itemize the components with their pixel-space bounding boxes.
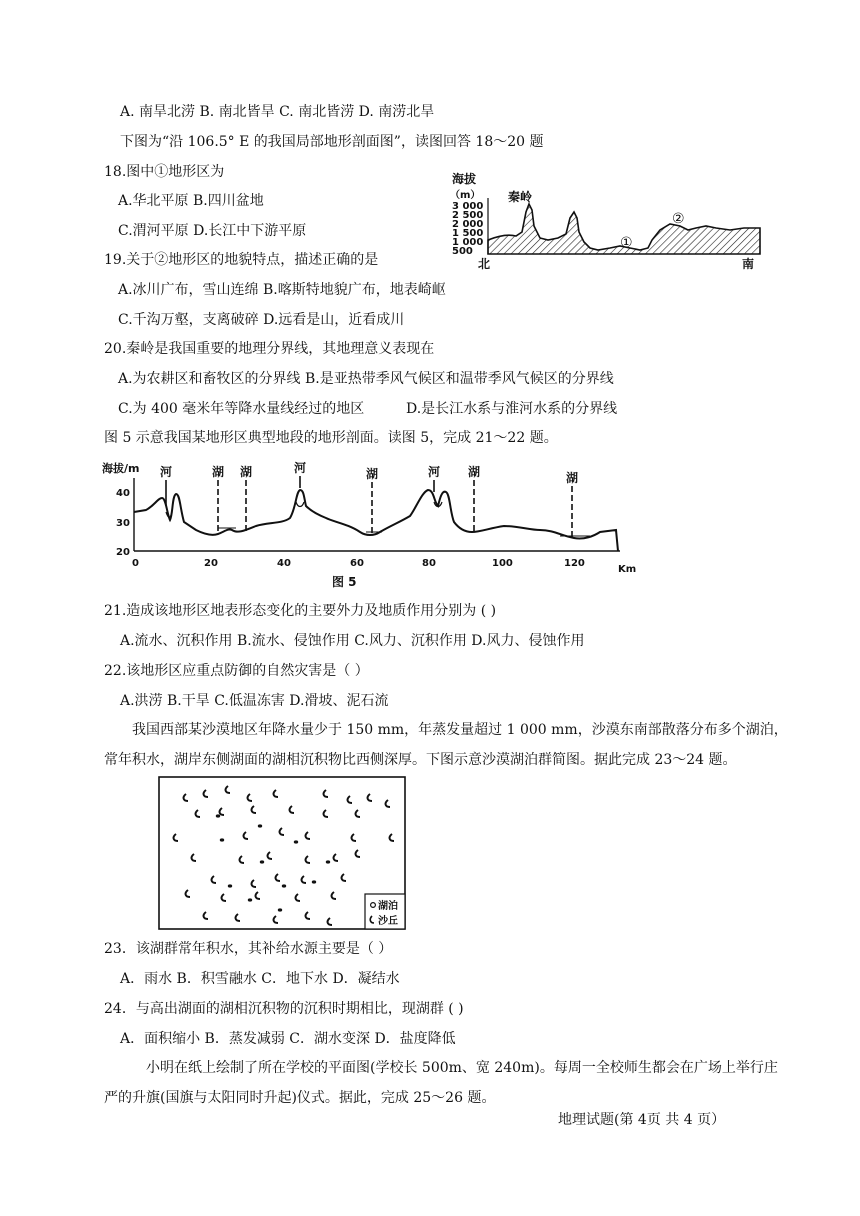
lake-symbol	[260, 860, 264, 863]
q23-24-intro-1: 我国西部某沙漠地区年降水量少于 150 mm，年蒸发量超过 1 000 mm，沙漠东南部散落分布多个湖泊，	[132, 722, 788, 738]
lake-symbol	[258, 824, 262, 827]
fig2-x-unit: Km	[618, 564, 637, 575]
q21-22-intro: 图 5 示意我国某地形区典型地段的地形剖面。读图 5，完成 21～22 题。	[104, 430, 558, 446]
fig2-xtick-120: 120	[564, 558, 585, 569]
fig2-marker-lake-4: 湖	[468, 465, 481, 479]
fig2-axis-title: 海拔/m	[102, 462, 140, 475]
fig1-axis-title: 海拔	[452, 172, 477, 186]
lake-symbol	[282, 884, 286, 887]
fig1-south: 南	[742, 257, 755, 271]
lake-symbol	[294, 840, 298, 843]
fig1-tick-2500: 2 500	[452, 210, 484, 221]
figure-5-terrain-profile	[100, 452, 660, 592]
fig2-ytick-30: 30	[116, 518, 130, 529]
fig1-tick-500: 500	[452, 246, 473, 257]
page-footer: 地理试题(第 4页 共 4 页）	[558, 1112, 726, 1128]
q24-stem: 24．与高出湖面的湖相沉积物的沉积时期相比，现湖群 ( )	[104, 1001, 464, 1017]
lake-symbol	[312, 880, 316, 883]
desert-lake-group-map	[158, 776, 408, 932]
fig2-xtick-100: 100	[492, 558, 513, 569]
fig1-marker-1: ①	[620, 235, 633, 251]
q24-options: A．面积缩小 B．蒸发减弱 C．湖水变深 D．盐度降低	[120, 1031, 456, 1047]
fig2-xtick-80: 80	[422, 558, 436, 569]
legend-lake-label: 湖泊	[378, 901, 398, 912]
fig2-marker-lake-2: 湖	[240, 465, 253, 479]
fig1-tick-1500: 1 500	[452, 228, 484, 239]
lake-symbol	[326, 860, 330, 863]
q22-stem: 22.该地形区应重点防御的自然灾害是（ ）	[104, 663, 369, 679]
fig2-marker-lake-5: 湖	[566, 471, 579, 485]
fig1-tick-2000: 2 000	[452, 219, 484, 230]
fig2-marker-lake-1: 湖	[212, 465, 225, 479]
q22-options: A.洪涝 B.干旱 C.低温冻害 D.滑坡、泥石流	[120, 693, 389, 709]
fig2-marker-river-1: 河	[160, 465, 173, 479]
fig2-caption: 图 5	[332, 575, 357, 589]
fig2-marker-river-2: 河	[294, 461, 307, 475]
q25-26-intro-2: 严的升旗(国旗与太阳同时升起)仪式。据此，完成 25～26 题。	[104, 1090, 496, 1106]
q23-options: A．雨水 B．积雪融水 C．地下水 D．凝结水	[120, 971, 400, 987]
q20-option-d: D.是长江水系与淮河水系的分界线	[406, 401, 618, 417]
fig2-terrain-line	[134, 490, 618, 551]
lake-symbol	[220, 838, 224, 841]
fig2-ytick-40: 40	[116, 488, 130, 499]
q23-24-intro-2: 常年积水，湖岸东侧湖面的湖相沉积物比西侧深厚。下图示意沙漠湖泊群简图。据此完成 23～24 题。	[104, 752, 737, 768]
q23-stem: 23．该湖群常年积水，其补给水源主要是（ ）	[104, 941, 393, 957]
q19-options-cd: C.千沟万壑，支离破碎 D.远看是山，近看成川	[118, 312, 405, 328]
fig2-ytick-20: 20	[116, 547, 130, 558]
q18-stem: 18.图中①地形区为	[104, 164, 225, 180]
q25-26-intro-1: 小明在纸上绘制了所在学校的平面图(学校长 500m、宽 240m)。每周一全校师生都会在广场上举行庄	[146, 1060, 778, 1076]
fig1-north: 北	[478, 257, 491, 271]
fig1-marker-2: ②	[672, 211, 685, 227]
legend-dune-label: 沙丘	[378, 916, 398, 927]
fig2-river-2	[296, 502, 304, 507]
lake-symbol	[278, 908, 282, 911]
fig2-xtick-40: 40	[277, 558, 291, 569]
lake-symbol	[228, 884, 232, 887]
fig2-marker-lake-3: 湖	[366, 467, 379, 481]
fig2-xtick-0: 0	[132, 558, 139, 569]
fig1-tick-1000: 1 000	[452, 237, 484, 248]
profile-figure-106-5E	[448, 168, 768, 273]
q19-options-ab: A.冰川广布，雪山连绵 B.喀斯特地貌广布，地表崎岖	[118, 282, 446, 298]
fig1-peak-label: 秦岭	[508, 190, 533, 204]
fig2-marker-river-3: 河	[428, 465, 441, 479]
fig2-xtick-20: 20	[204, 558, 218, 569]
q21-stem: 21.造成该地形区地表形态变化的主要外力及地质作用分别为 ( )	[104, 603, 497, 619]
q20-option-c: C.为 400 毫米年等降水量线经过的地区	[118, 401, 365, 417]
lake-symbol	[248, 898, 252, 901]
q21-options: A.流水、沉积作用 B.流水、侵蚀作用 C.风力、沉积作用 D.风力、侵蚀作用	[120, 633, 585, 649]
lake-symbol	[216, 814, 220, 817]
q19-stem: 19.关于②地形区的地貌特点，描述正确的是	[104, 252, 379, 268]
q18-20-intro: 下图为“沿 106.5° E 的我国局部地形剖面图”，读图回答 18～20 题	[120, 134, 544, 150]
q20-stem: 20.秦岭是我国重要的地理分界线，其地理意义表现在	[104, 341, 435, 357]
q20-options-ab: A.为农耕区和畜牧区的分界线 B.是亚热带季风气候区和温带季风气候区的分界线	[118, 371, 614, 387]
q17-options: A. 南旱北涝 B. 南北皆旱 C. 南北皆涝 D. 南涝北旱	[120, 104, 435, 120]
fig1-unit: （m）	[450, 190, 481, 201]
fig1-tick-3000: 3 000	[452, 201, 484, 212]
q18-options-cd: C.渭河平原 D.长江中下游平原	[118, 223, 307, 239]
q18-options-ab: A.华北平原 B.四川盆地	[118, 193, 264, 209]
fig2-xtick-60: 60	[350, 558, 364, 569]
